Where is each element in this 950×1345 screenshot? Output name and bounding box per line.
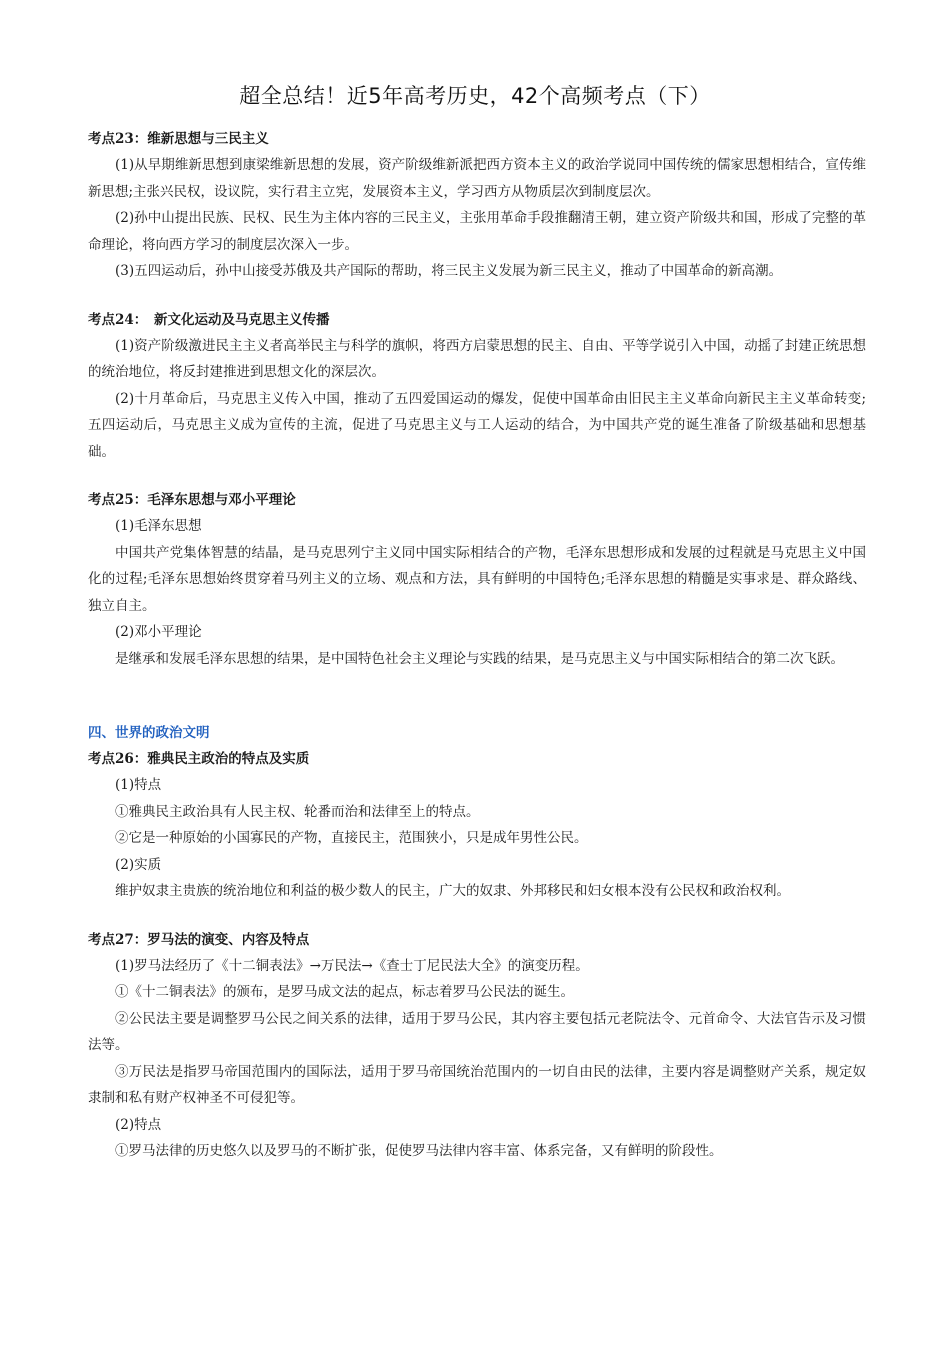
- spacer: [88, 285, 866, 307]
- spacer: [88, 905, 866, 927]
- paragraph: ①《十二铜表法》的颁布，是罗马成文法的起点，标志着罗马公民法的诞生。: [115, 984, 574, 1000]
- section-kaodian-25: [88, 487, 866, 672]
- section-heading: 考点23：维新思想与三民主义: [88, 131, 269, 147]
- paragraph: (1)特点: [115, 777, 162, 793]
- paragraph: (1)资产阶级激进民主主义者高举民主与科学的旗帜，将西方启蒙思想的民主、自由、平等学说引入中国，动摇了封建正统思想的统治地位，将反封建推进到思想文化的深层次。: [88, 337, 866, 380]
- spacer: [88, 465, 866, 487]
- paragraph: ①雅典民主政治具有人民主权、轮番而治和法律至上的特点。: [115, 803, 480, 820]
- section-heading: 考点25：毛泽东思想与邓小平理论: [88, 492, 296, 508]
- page-title: 超全总结！近5年高考历史，42个高频考点（下）: [239, 84, 711, 108]
- section-heading: 考点24： 新文化运动及马克思主义传播: [88, 311, 330, 328]
- paragraph: (2)实质: [115, 856, 162, 873]
- section-kaodian-27: [88, 927, 866, 1165]
- paragraph: 是继承和发展毛泽东思想的结果，是中国特色社会主义理论与实践的结果，是马克思主义与中国实际相结合的第二次飞跃。: [115, 650, 844, 667]
- paragraph: (1)毛泽东思想: [115, 518, 202, 534]
- paragraph: ②它是一种原始的小国寡民的产物，直接民主，范围狭小，只是成年男性公民。: [115, 830, 588, 846]
- section-kaodian-24: [88, 307, 866, 466]
- document-body: [88, 126, 866, 1165]
- paragraph: 维护奴隶主贵族的统治地位和利益的极少数人的民主，广大的奴隶、外邦移民和妇女根本没有公民权和政治权利。: [115, 883, 790, 899]
- paragraph: (3)五四运动后，孙中山接受苏俄及共产国际的帮助，将三民主义发展为新三民主义，推动了中国革命的新高潮。: [115, 263, 783, 279]
- paragraph: ③万民法是指罗马帝国范围内的国际法，适用于罗马帝国统治范围内的一切自由民的法律，主要内容是调整财产关系，规定奴隶制和私有财产权神圣不可侵犯等。: [88, 1063, 866, 1106]
- section-kaodian-26: [88, 746, 866, 905]
- paragraph: (2)十月革命后，马克思主义传入中国，推动了五四爱国运动的爆发，促使中国革命由旧民主主义革命向新民主主义革命转变;五四运动后，马克思主义成为宣传的主流，促进了马克思主义与工人运动的结合，为中国共产党的诞生准备了阶级基础和思想基础。: [88, 390, 866, 460]
- chapter-heading: 四、世界的政治文明: [88, 725, 210, 741]
- section-heading: 考点27：罗马法的演变、内容及特点: [88, 931, 310, 948]
- section-kaodian-23: [88, 126, 866, 285]
- paragraph: ①罗马法律的历史悠久以及罗马的不断扩张，促使罗马法律内容丰富、体系完备，又有鲜明的阶段性。: [115, 1143, 723, 1159]
- paragraph: (2)邓小平理论: [115, 624, 202, 640]
- paragraph: (1)从早期维新思想到康梁维新思想的发展，资产阶级维新派把西方资本主义的政治学说同中国传统的儒家思想相结合，宣传维新思想;主张兴民权，设议院，实行君主立宪，发展资本主义，学习西方从物质层次到制度层次。: [88, 157, 866, 200]
- paragraph: 中国共产党集体智慧的结晶，是马克思列宁主义同中国实际相结合的产物，毛泽东思想形成和发展的过程就是马克思主义中国化的过程;毛泽东思想始终贯穿着马列主义的立场、观点和方法，具有鲜明的中国特色;毛泽东思想的精髓是实事求是、群众路线、独立自主。: [88, 544, 866, 614]
- paragraph: (2)孙中山提出民族、民权、民生为主体内容的三民主义，主张用革命手段推翻清王朝，建立资产阶级共和国，形成了完整的革命理论，将向西方学习的制度层次深入一步。: [88, 210, 866, 253]
- section-heading: 考点26：雅典民主政治的特点及实质: [88, 751, 310, 767]
- paragraph: (2)特点: [115, 1116, 162, 1133]
- spacer: [88, 672, 866, 720]
- paragraph: (1)罗马法经历了《十二铜表法》→万民法→《查士丁尼民法大全》的演变历程。: [115, 957, 589, 974]
- paragraph: ②公民法主要是调整罗马公民之间关系的法律，适用于罗马公民，其内容主要包括元老院法令、元首命令、大法官告示及习惯法等。: [88, 1010, 866, 1053]
